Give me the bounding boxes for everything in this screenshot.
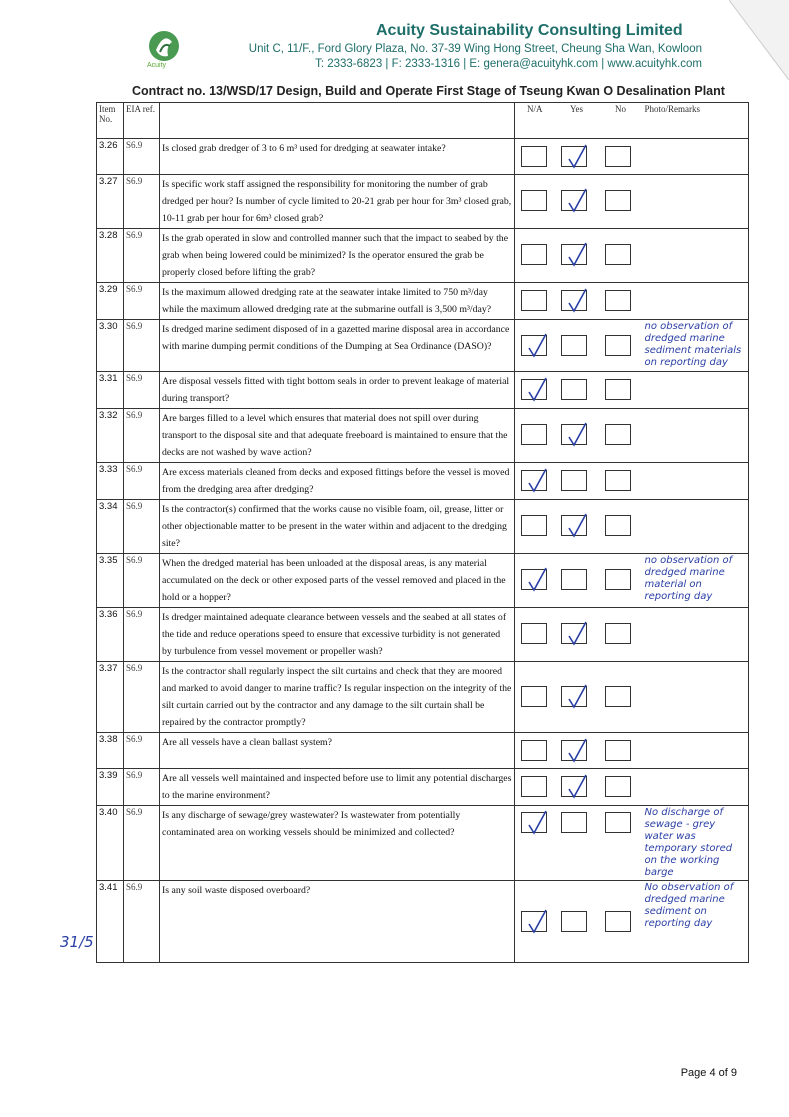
item-number: 3.30: [97, 320, 124, 372]
checkbox-yes[interactable]: [561, 776, 587, 797]
table-row: [97, 229, 749, 283]
tick-mark-icon: [526, 467, 548, 495]
question-text: Is any discharge of sewage/grey wastewater? Is wastewater from potentially contaminated area on working vessels should be minimized and collected?: [160, 806, 515, 881]
question-text: Are excess materials cleaned from decks and exposed fittings before the vessel is moved from the dredging area after dredging?: [160, 463, 515, 500]
checkbox-no[interactable]: [605, 740, 631, 761]
address-line-1: Unit C, 11/F., Ford Glory Plaza, No. 37-39 Wing Hong Street, Cheung Sha Wan, Kowloon: [248, 43, 702, 55]
question-text: Is the contractor(s) confirmed that the works cause no visible foam, oil, grease, litter or other objectionable matter to be present in the water within and adjacent to the dredging site?: [160, 500, 515, 554]
checkbox-yes[interactable]: [561, 379, 587, 400]
col-remarks: Photo/Remarks: [643, 103, 749, 139]
checkbox-yes[interactable]: [561, 515, 587, 536]
question-text: Is dredged marine sediment disposed of in a gazetted marine disposal area in accordance with marine dumping permit conditions of the Dumping at Sea Ordinance (DASO)?: [160, 320, 515, 372]
checkbox-cell-yes: [555, 881, 599, 963]
item-number: 3.39: [97, 769, 124, 806]
checkbox-na[interactable]: [521, 569, 547, 590]
table-row: [97, 500, 749, 554]
question-text: Is specific work staff assigned the responsibility for monitoring the number of grab dredged per hour? Is number of cycle limited to 20-21 grab per hour for 3m³ closed grab, 10-11 grab per hour for 6m³ closed grab?: [160, 175, 515, 229]
tick-mark-icon: [566, 620, 588, 648]
tick-mark-icon: [566, 737, 588, 765]
checkbox-no[interactable]: [605, 335, 631, 356]
tick-mark-icon: [566, 683, 588, 711]
checkbox-cell-na: [515, 139, 555, 175]
checkbox-cell-yes: [555, 139, 599, 175]
checkbox-cell-na: [515, 500, 555, 554]
checkbox-cell-yes: [555, 229, 599, 283]
checkbox-cell-no: [599, 769, 643, 806]
col-no: No: [599, 103, 643, 139]
checkbox-cell-no: [599, 554, 643, 608]
checkbox-no[interactable]: [605, 686, 631, 707]
item-number: 3.40: [97, 806, 124, 881]
checkbox-yes[interactable]: [561, 146, 587, 167]
checkbox-na[interactable]: [521, 623, 547, 644]
table-row: [97, 283, 749, 320]
item-number: 3.33: [97, 463, 124, 500]
checkbox-yes[interactable]: [561, 470, 587, 491]
checkbox-yes[interactable]: [561, 190, 587, 211]
table-row: [97, 608, 749, 662]
tick-mark-icon: [566, 773, 588, 801]
checkbox-cell-na: [515, 175, 555, 229]
item-number: 3.31: [97, 372, 124, 409]
company-name: Acuity Sustainability Consulting Limited: [376, 22, 683, 39]
eia-ref: S6.9: [124, 463, 160, 500]
remark-text: [643, 608, 749, 662]
question-text: Is the grab operated in slow and controlled manner such that the impact to seabed by the grab when being lowered could be minimized? Is the operator ensured the grab be properly closed before lifting the grab?: [160, 229, 515, 283]
checkbox-na[interactable]: [521, 424, 547, 445]
checkbox-cell-yes: [555, 806, 599, 881]
checkbox-cell-na: [515, 608, 555, 662]
table-row: [97, 372, 749, 409]
checkbox-no[interactable]: [605, 515, 631, 536]
tick-mark-icon: [526, 376, 548, 404]
checkbox-cell-no: [599, 139, 643, 175]
checkbox-yes[interactable]: [561, 569, 587, 590]
checkbox-cell-no: [599, 608, 643, 662]
checkbox-cell-yes: [555, 320, 599, 372]
item-number: 3.35: [97, 554, 124, 608]
question-text: Is any soil waste disposed overboard?: [160, 881, 515, 963]
tick-mark-icon: [526, 908, 548, 936]
checkbox-no[interactable]: [605, 190, 631, 211]
checkbox-cell-yes: [555, 283, 599, 320]
eia-ref: S6.9: [124, 769, 160, 806]
table-row: [97, 409, 749, 463]
checkbox-cell-no: [599, 806, 643, 881]
table-row: [97, 733, 749, 769]
checkbox-na[interactable]: [521, 290, 547, 311]
checkbox-na[interactable]: [521, 335, 547, 356]
eia-ref: S6.9: [124, 175, 160, 229]
checkbox-cell-na: [515, 733, 555, 769]
checkbox-cell-yes: [555, 409, 599, 463]
checkbox-cell-no: [599, 175, 643, 229]
checkbox-no[interactable]: [605, 146, 631, 167]
item-number: 3.28: [97, 229, 124, 283]
checkbox-cell-na: [515, 881, 555, 963]
remark-text: [643, 463, 749, 500]
question-text: When the dredged material has been unloaded at the disposal areas, is any material accumulated on the deck or other exposed parts of the vessel removed and placed in the hold or a hopper?: [160, 554, 515, 608]
tick-mark-icon: [526, 332, 548, 360]
checkbox-cell-na: [515, 409, 555, 463]
question-text: Are barges filled to a level which ensures that material does not spill over during transport to the disposal site and that adequate freeboard is maintained to ensure that the decks are not washed by wave action?: [160, 409, 515, 463]
checkbox-cell-na: [515, 320, 555, 372]
checkbox-cell-yes: [555, 175, 599, 229]
item-number: 3.36: [97, 608, 124, 662]
checkbox-na[interactable]: [521, 470, 547, 491]
acuity-logo-icon: [140, 28, 188, 80]
address-line-2: T: 2333-6823 | F: 2333-1316 | E: genera@acuityhk.com | www.acuityhk.com: [315, 58, 702, 70]
eia-ref: S6.9: [124, 320, 160, 372]
checkbox-no[interactable]: [605, 424, 631, 445]
table-row: [97, 806, 749, 881]
table-row: [97, 139, 749, 175]
col-item: Item No.: [97, 103, 124, 139]
tick-mark-icon: [526, 809, 548, 837]
checkbox-na[interactable]: [521, 244, 547, 265]
remark-text: [643, 733, 749, 769]
eia-ref: S6.9: [124, 608, 160, 662]
checkbox-na[interactable]: [521, 515, 547, 536]
checkbox-cell-no: [599, 409, 643, 463]
checkbox-cell-no: [599, 463, 643, 500]
checkbox-yes[interactable]: [561, 740, 587, 761]
checkbox-no[interactable]: [605, 776, 631, 797]
checkbox-na[interactable]: [521, 146, 547, 167]
checkbox-na[interactable]: [521, 190, 547, 211]
checkbox-cell-yes: [555, 372, 599, 409]
tick-mark-icon: [566, 241, 588, 269]
remark-text: No observation of dredged marine sediment on reporting day: [643, 881, 749, 963]
checkbox-na[interactable]: [521, 379, 547, 400]
eia-ref: S6.9: [124, 409, 160, 463]
remark-text: [643, 372, 749, 409]
remark-text: [643, 229, 749, 283]
table-row: [97, 175, 749, 229]
checkbox-yes[interactable]: [561, 290, 587, 311]
checkbox-cell-no: [599, 662, 643, 733]
item-number: 3.26: [97, 139, 124, 175]
checkbox-cell-na: [515, 662, 555, 733]
checkbox-cell-yes: [555, 769, 599, 806]
remark-text: [643, 662, 749, 733]
handwritten-date: 31/5: [60, 933, 94, 951]
tick-mark-icon: [566, 143, 588, 171]
table-row: [97, 463, 749, 500]
table-row: [97, 881, 749, 963]
eia-ref: S6.9: [124, 372, 160, 409]
item-number: 3.41: [97, 881, 124, 963]
remark-text: no observation of dredged marine material on reporting day: [643, 554, 749, 608]
checkbox-yes[interactable]: [561, 911, 587, 932]
remark-text: [643, 769, 749, 806]
checkbox-no[interactable]: [605, 812, 631, 833]
table-row: [97, 769, 749, 806]
tick-mark-icon: [526, 566, 548, 594]
page-number: Page 4 of 9: [680, 1067, 737, 1079]
col-question: [160, 103, 515, 139]
page-curl: [729, 0, 789, 80]
checklist-table: [96, 102, 749, 963]
remark-text: [643, 175, 749, 229]
checkbox-yes[interactable]: [561, 686, 587, 707]
checkbox-cell-na: [515, 283, 555, 320]
contract-title: Contract no. 13/WSD/17 Design, Build and Operate First Stage of Tseung Kwan O Desalination Plant: [132, 84, 725, 98]
checkbox-cell-no: [599, 372, 643, 409]
checkbox-cell-yes: [555, 554, 599, 608]
checkbox-cell-no: [599, 733, 643, 769]
eia-ref: S6.9: [124, 662, 160, 733]
checkbox-cell-no: [599, 881, 643, 963]
remark-text: no observation of dredged marine sediment materials on reporting day: [643, 320, 749, 372]
checkbox-na[interactable]: [521, 740, 547, 761]
checkbox-cell-yes: [555, 662, 599, 733]
col-na: N/A: [515, 103, 555, 139]
checkbox-yes[interactable]: [561, 244, 587, 265]
checkbox-cell-na: [515, 463, 555, 500]
item-number: 3.29: [97, 283, 124, 320]
checkbox-no[interactable]: [605, 911, 631, 932]
checkbox-na[interactable]: [521, 812, 547, 833]
checkbox-cell-yes: [555, 463, 599, 500]
checkbox-na[interactable]: [521, 911, 547, 932]
table-row: [97, 662, 749, 733]
checkbox-no[interactable]: [605, 379, 631, 400]
question-text: Is closed grab dredger of 3 to 6 m³ used for dredging at seawater intake?: [160, 139, 515, 175]
checkbox-na[interactable]: [521, 686, 547, 707]
checkbox-cell-yes: [555, 733, 599, 769]
eia-ref: S6.9: [124, 283, 160, 320]
tick-mark-icon: [566, 287, 588, 315]
checkbox-cell-na: [515, 769, 555, 806]
checkbox-na[interactable]: [521, 776, 547, 797]
header-row: [97, 103, 749, 139]
eia-ref: S6.9: [124, 500, 160, 554]
checkbox-cell-na: [515, 372, 555, 409]
remark-text: [643, 283, 749, 320]
checkbox-yes[interactable]: [561, 623, 587, 644]
table-row: [97, 554, 749, 608]
question-text: Are all vessels well maintained and inspected before use to limit any potential discharges to the marine environment?: [160, 769, 515, 806]
letterhead: [0, 0, 789, 80]
checkbox-no[interactable]: [605, 290, 631, 311]
col-yes: Yes: [555, 103, 599, 139]
checkbox-cell-no: [599, 229, 643, 283]
tick-mark-icon: [566, 512, 588, 540]
checkbox-cell-yes: [555, 500, 599, 554]
item-number: 3.38: [97, 733, 124, 769]
question-text: Are disposal vessels fitted with tight bottom seals in order to prevent leakage of material during transport?: [160, 372, 515, 409]
remark-text: [643, 500, 749, 554]
remark-text: [643, 409, 749, 463]
question-text: Are all vessels have a clean ballast system?: [160, 733, 515, 769]
logo-text: Acuity: [147, 62, 167, 69]
eia-ref: S6.9: [124, 881, 160, 963]
company-address: [232, 42, 702, 72]
checkbox-cell-na: [515, 229, 555, 283]
eia-ref: S6.9: [124, 733, 160, 769]
eia-ref: S6.9: [124, 139, 160, 175]
question-text: Is dredger maintained adequate clearance between vessels and the seabed at all states of the tide and reduce operations speed to ensure that excessive turbidity is not generated by turbulence from vessel movement or propeller wash?: [160, 608, 515, 662]
eia-ref: S6.9: [124, 806, 160, 881]
checkbox-yes[interactable]: [561, 812, 587, 833]
eia-ref: S6.9: [124, 229, 160, 283]
checkbox-no[interactable]: [605, 569, 631, 590]
col-eia: EIA ref.: [124, 103, 160, 139]
checkbox-cell-yes: [555, 608, 599, 662]
table-row: [97, 320, 749, 372]
checkbox-cell-no: [599, 283, 643, 320]
checkbox-cell-na: [515, 806, 555, 881]
item-number: 3.32: [97, 409, 124, 463]
item-number: 3.34: [97, 500, 124, 554]
question-text: Is the maximum allowed dredging rate at the seawater intake limited to 750 m³/day while the maximum allowed dredging rate at the submarine outfall is 3,500 m³/day?: [160, 283, 515, 320]
checkbox-cell-na: [515, 554, 555, 608]
question-text: Is the contractor shall regularly inspect the silt curtains and check that they are moored and marked to avoid danger to marine traffic? Is regular inspection on the integrity of the silt curtain carried out by the contractor and any damage to the silt curtain shall be repaired by the contractor promptly?: [160, 662, 515, 733]
tick-mark-icon: [566, 187, 588, 215]
checkbox-yes[interactable]: [561, 335, 587, 356]
remark-text: [643, 139, 749, 175]
eia-ref: S6.9: [124, 554, 160, 608]
tick-mark-icon: [566, 421, 588, 449]
item-number: 3.27: [97, 175, 124, 229]
checkbox-cell-no: [599, 320, 643, 372]
checkbox-cell-no: [599, 500, 643, 554]
remark-text: No discharge of sewage - grey water was temporary stored on the working barge: [643, 806, 749, 881]
checkbox-no[interactable]: [605, 623, 631, 644]
item-number: 3.37: [97, 662, 124, 733]
checkbox-no[interactable]: [605, 244, 631, 265]
checkbox-no[interactable]: [605, 470, 631, 491]
checkbox-yes[interactable]: [561, 424, 587, 445]
